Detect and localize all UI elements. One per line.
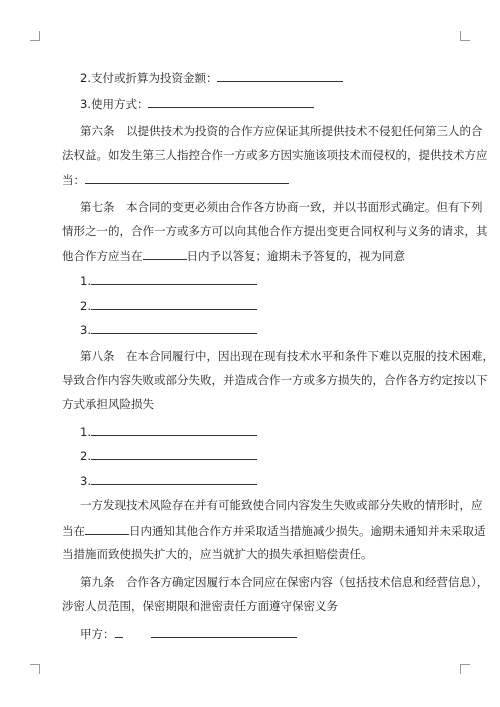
risk-notice-line-2-b: 日内通知其他合作方并采取适当措施减少损失。逾期未通知并未采取适 (129, 524, 486, 538)
article-7-item-2-blank[interactable] (91, 298, 257, 310)
article-8-item-2-blank[interactable] (91, 448, 257, 460)
crop-mark-bottom-right (460, 664, 470, 674)
article-7-item-1 (80, 273, 257, 288)
article-8-item-1 (80, 424, 257, 439)
party-a-line (80, 626, 297, 641)
article-6-line-1: 第六条 以提供技术为投资的合作方应保证其所提供技术不侵犯任何第三人的合 (80, 124, 483, 138)
article-8-line-3: 方式承担风险损失 (62, 397, 154, 411)
article-7-item-3-blank[interactable] (91, 322, 257, 334)
article-7-line-3 (62, 248, 405, 263)
article-7-line-2: 情形之一的，合作一方或多方可以向其他合作方提出变更合同权利与义务的请求，其 (62, 224, 488, 238)
article-7-days-blank[interactable] (143, 248, 187, 260)
article-7-line-1: 第七条 本合同的变更必须由合作各方协商一致，并以书面形式确定。但有下列 (80, 200, 483, 214)
risk-notice-line-1: 一方发现技术风险存在并有可能致使合同内容发生失败或部分失败的情形时，应 (80, 498, 483, 512)
usage-method-label: 3.使用方式： (80, 97, 149, 111)
list-number: 3. (80, 474, 91, 488)
list-number: 2. (80, 449, 91, 463)
article-6-line-3 (62, 172, 289, 187)
crop-mark-bottom-left (30, 664, 40, 674)
party-a-blank[interactable] (151, 626, 297, 638)
article-8-line-1: 第八条 在本合同履行中，因出现在现有技术水平和条件下难以克服的技术困难， (80, 349, 494, 363)
risk-notice-line-3: 当措施而致使损失扩大的，应当就扩大的损失承担赔偿责任。 (62, 547, 373, 561)
article-8-item-3-blank[interactable] (91, 473, 257, 485)
article-6-line-2: 法权益。如发生第三人指控合作一方或多方因实施该项技术而侵权的，提供技术方应 (62, 148, 488, 162)
risk-notice-days-blank[interactable] (85, 523, 129, 535)
usage-method-blank[interactable] (148, 96, 314, 108)
article-7-item-1-blank[interactable] (91, 273, 257, 285)
article-8-item-1-blank[interactable] (91, 424, 257, 436)
article-7-line-3-b: 日内予以答复；逾期未予答复的，视为同意 (186, 249, 405, 263)
article-6-blank[interactable] (85, 172, 289, 184)
article-9-line-2: 涉密人员范围，保密期限和泄密责任方面遵守保密义务 (62, 599, 338, 613)
article-7-item-2 (80, 298, 257, 313)
risk-notice-line-2-a: 当在 (62, 524, 85, 538)
article-9-line-1: 第九条 合作各方确定因履行本合同应在保密内容（包括技术信息和经营信息）， (80, 575, 489, 589)
crop-mark-top-right (460, 31, 470, 41)
list-number: 1. (80, 274, 91, 288)
usage-method-line (80, 96, 314, 111)
risk-notice-line-2 (62, 523, 486, 538)
article-7-item-3 (80, 322, 257, 337)
list-number: 3. (80, 323, 91, 337)
list-number: 1. (80, 425, 91, 439)
article-7-line-3-a: 他合作方应当在 (62, 249, 143, 263)
party-a-label: 甲方： (80, 627, 115, 641)
crop-mark-top-left (30, 31, 40, 41)
list-number: 2. (80, 299, 91, 313)
investment-amount-line (80, 70, 343, 85)
investment-amount-blank[interactable] (217, 70, 343, 82)
investment-amount-label: 2.支付或折算为投资金额： (80, 71, 218, 85)
article-6-line-3-text: 当： (62, 173, 85, 187)
article-8-item-2 (80, 448, 257, 463)
article-8-line-2: 导致合作内容失败或部分失败，并造成合作一方或多方损失的，合作各方约定按以下 (62, 373, 488, 387)
article-8-item-3 (80, 473, 257, 488)
party-a-short-blank[interactable] (115, 626, 123, 638)
